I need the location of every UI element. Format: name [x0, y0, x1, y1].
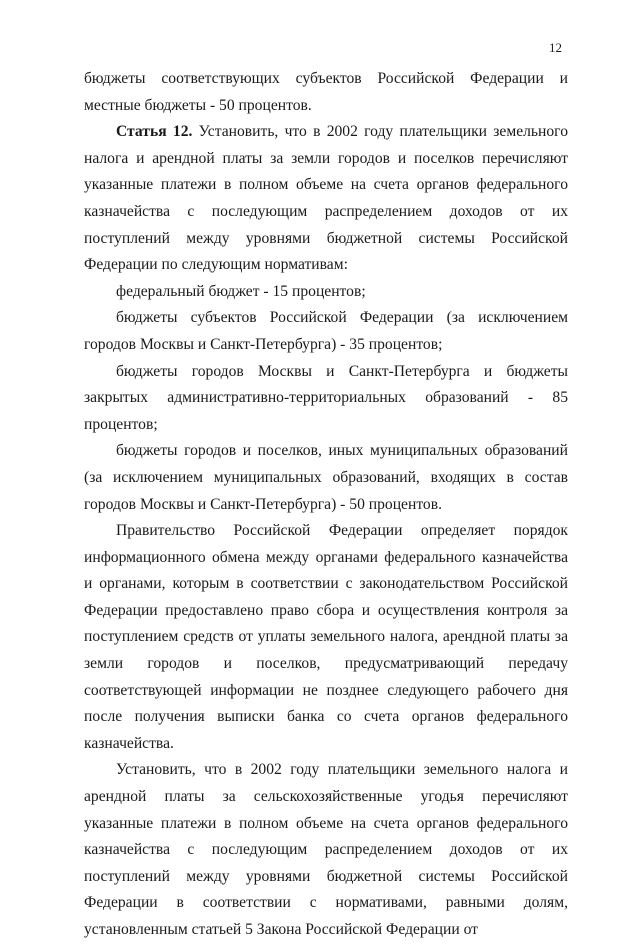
- paragraph-text: Установить, что в 2002 году плательщики земельного налога и арендной платы за земли городов и поселков перечисляют указанные платежи в полном объеме на счета органов федерального казначейства с последующим распределением доходов от их поступлений между уровнями бюджетной системы Российской Федерации по следующим нормативам:: [84, 123, 568, 274]
- paragraph: бюджеты городов Москвы и Санкт-Петербурга и бюджеты закрытых административно-территориальных образований - 85 процентов;: [84, 362, 568, 433]
- paragraph: Правительство Российской Федерации определяет порядок информационного обмена между органами федерального казначейства и органами, которым в соответствии с законодательством Российской Федерации предоставлено право сбора и осуществления контроля за поступлением средств от уплаты земельного налога, арендной платы за земли городов и поселков, предусматривающий передачу соответствующей информации не позднее следующего рабочего дня после получения выписки банка со счета органов федерального казначейства.: [84, 522, 568, 752]
- paragraph: бюджеты соответствующих субъектов Российской Федерации и местные бюджеты - 50 процентов.: [84, 70, 568, 114]
- paragraph: бюджеты городов и поселков, иных муниципальных образований (за исключением муниципальных образований, входящих в состав городов Москвы и Санкт-Петербурга) - 50 процентов.: [84, 442, 568, 513]
- document-body: [84, 66, 568, 944]
- paragraph: Установить, что в 2002 году плательщики земельного налога и арендной платы за сельскохозяйственные угодья перечисляют указанные платежи в полном объеме на счета органов федерального казначейства с последующим распределением доходов от их поступлений между уровнями бюджетной системы Российской Федерации в соответствии с нормативами, равными долям, установленным статьей 5 Закона Российской Федерации от: [84, 761, 568, 938]
- paragraph: бюджеты субъектов Российской Федерации (за исключением городов Москвы и Санкт-Петербурга) - 35 процентов;: [84, 309, 568, 353]
- paragraph: федеральный бюджет - 15 процентов;: [116, 282, 366, 300]
- page-number: 12: [549, 40, 562, 55]
- article-12-paragraph: [84, 119, 568, 279]
- article-heading: Статья 12.: [116, 123, 193, 141]
